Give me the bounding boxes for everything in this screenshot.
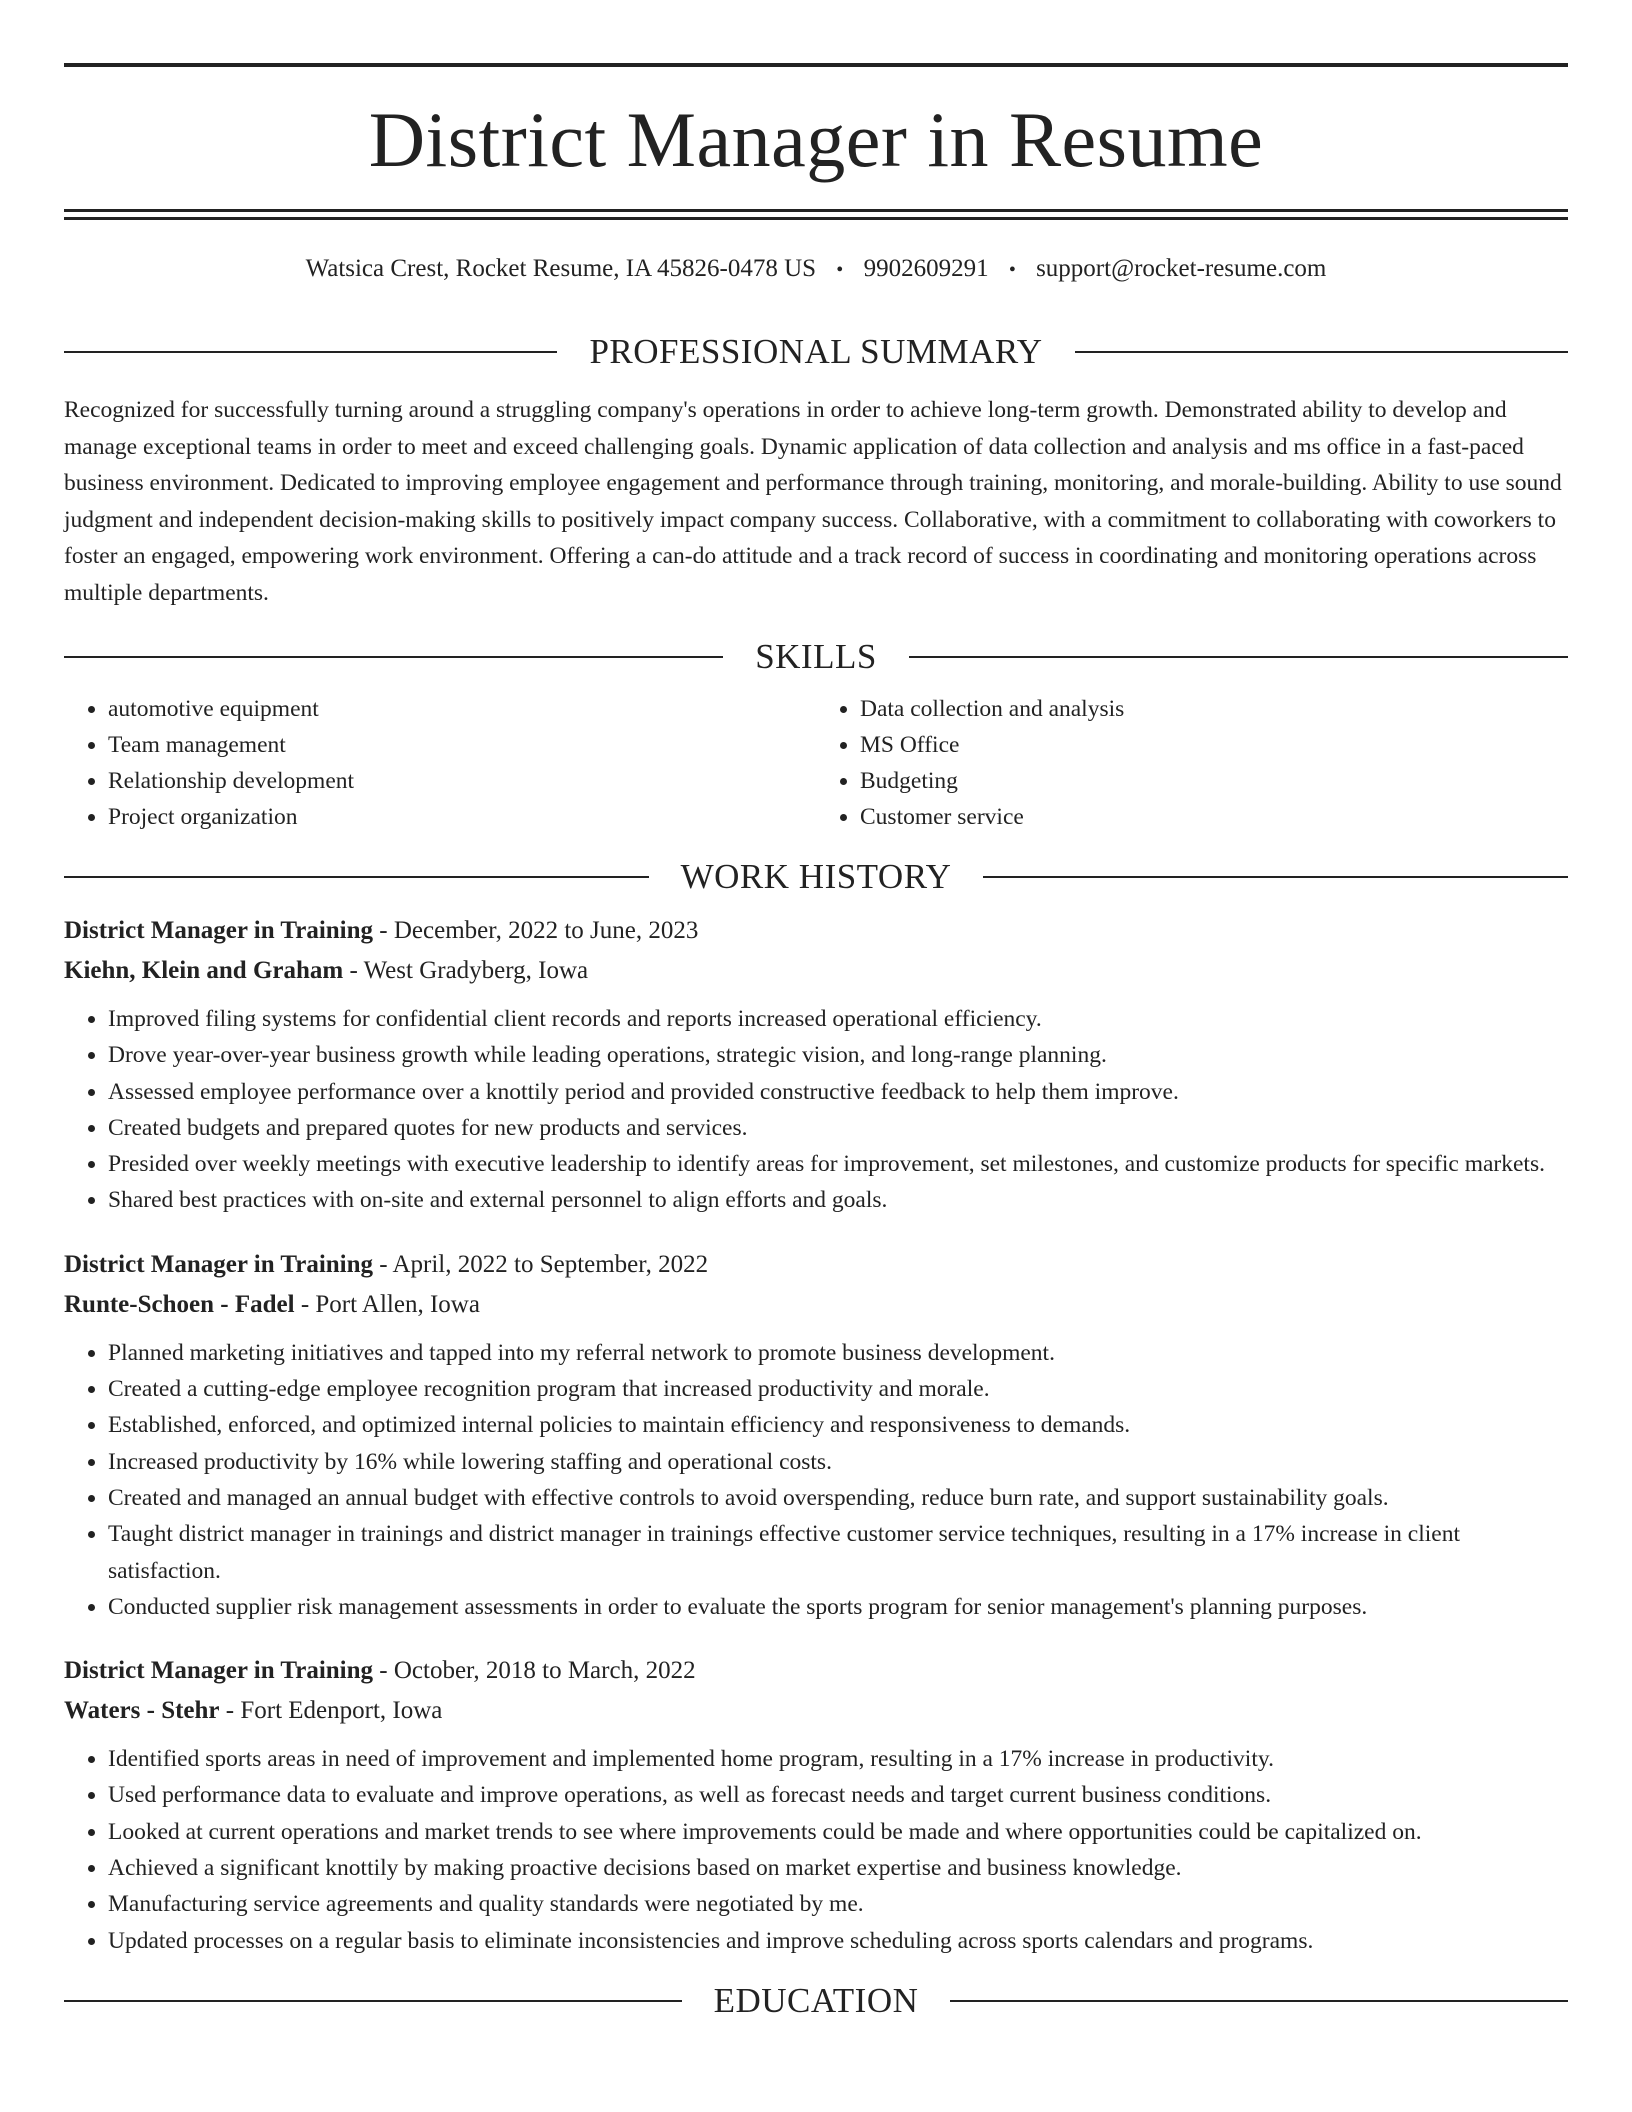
- job-bullet: • Achieved a significant knottily by making proactive decisions based on market expertise and business knowledge.: [108, 1850, 1568, 1886]
- heading-rule-left: [64, 2000, 682, 2002]
- contact-separator: •: [836, 259, 844, 281]
- contact-address: Watsica Crest, Rocket Resume, IA 45826-0478 US: [305, 255, 817, 282]
- job-title-line: [64, 1245, 1568, 1285]
- job-bullet: • Drove year-over-year business growth while leading operations, strategic vision, and long-range planning.: [108, 1037, 1568, 1073]
- job-bullet: • Assessed employee performance over a knottily period and provided constructive feedback to help them improve.: [108, 1074, 1568, 1110]
- skill-item: • MS Office: [860, 727, 1568, 763]
- resume-name: District Manager in Resume: [368, 96, 1264, 183]
- skill-item: • Relationship development: [108, 763, 816, 799]
- job-bullets: [64, 1001, 1568, 1219]
- skills-column-left: [64, 691, 816, 835]
- job-bullet: • Identified sports areas in need of improvement and implemented home program, resulting in a 17% increase in productivity.: [108, 1741, 1568, 1777]
- job-bullet: • Looked at current operations and market trends to see where improvements could be made and where opportunities could be capitalized on.: [108, 1814, 1568, 1850]
- job-bullet: • Planned marketing initiatives and tapped into my referral network to promote business development.: [108, 1335, 1568, 1371]
- job-bullet: • Created and managed an annual budget with effective controls to avoid overspending, reduce burn rate, and support sustainability goals.: [108, 1480, 1568, 1516]
- education-heading: [64, 1981, 1568, 2021]
- job-bullet: • Conducted supplier risk management assessments in order to evaluate the sports program for senior management's planning purposes.: [108, 1589, 1568, 1625]
- job-bullet: • Improved filing systems for confidential client records and reports increased operational efficiency.: [108, 1001, 1568, 1037]
- job-bullet: • Manufacturing service agreements and quality standards were negotiated by me.: [108, 1886, 1568, 1922]
- skill-item: • Budgeting: [860, 763, 1568, 799]
- job-bullet: • Updated processes on a regular basis to eliminate inconsistencies and improve scheduling across sports calendars and programs.: [108, 1923, 1568, 1959]
- section-title: WORK HISTORY: [680, 857, 952, 896]
- section-title: SKILLS: [755, 637, 877, 676]
- skill-item: • Team management: [108, 727, 816, 763]
- job-employer: Runte-Schoen - Fadel: [64, 1290, 295, 1318]
- job-dates: - October, 2018 to March, 2022: [373, 1657, 696, 1685]
- top-rule: [64, 63, 1568, 67]
- skills-list: [64, 691, 1568, 835]
- job-dates: - December, 2022 to June, 2023: [373, 917, 699, 944]
- double-rule: [64, 209, 1568, 220]
- job-bullet: • Taught district manager in trainings and district manager in trainings effective customer service techniques, resulting in a 17% increase in client satisfaction.: [108, 1516, 1568, 1589]
- heading-rule-right: [983, 876, 1568, 878]
- skill-item: • automotive equipment: [108, 691, 816, 727]
- summary-heading: [64, 332, 1568, 372]
- job-location: - Fort Edenport, Iowa: [219, 1697, 443, 1725]
- skill-item: • Data collection and analysis: [860, 691, 1568, 727]
- job-bullet: • Presided over weekly meetings with executive leadership to identify areas for improvement, set milestones, and customize products for specific markets.: [108, 1146, 1568, 1182]
- job-entry: [64, 1651, 1568, 1959]
- skill-item: • Customer service: [860, 799, 1568, 835]
- skills-column-right: [816, 691, 1568, 835]
- heading-rule-right: [950, 2000, 1568, 2002]
- contact-separator: •: [1008, 259, 1016, 281]
- contact-phone: 9902609291: [863, 255, 989, 282]
- job-dates: - April, 2022 to September, 2022: [373, 1250, 709, 1278]
- job-bullets: [64, 1335, 1568, 1625]
- contact-email: support@rocket-resume.com: [1036, 255, 1327, 282]
- job-bullets: [64, 1741, 1568, 1959]
- job-employer: Waters - Stehr: [64, 1697, 220, 1725]
- work-heading: [64, 857, 1568, 897]
- job-title-line: [64, 911, 1568, 951]
- job-location: - West Gradyberg, Iowa: [343, 957, 589, 984]
- heading-rule-left: [64, 876, 649, 878]
- job-employer-line: [64, 1691, 1568, 1731]
- job-bullet: • Used performance data to evaluate and improve operations, as well as forecast needs and target current business conditions.: [108, 1777, 1568, 1813]
- contact-line: [64, 254, 1568, 284]
- job-employer-line: [64, 951, 1568, 991]
- job-title-line: [64, 1651, 1568, 1691]
- heading-rule-right: [1075, 351, 1568, 353]
- job-entry: [64, 1245, 1568, 1625]
- section-title: PROFESSIONAL SUMMARY: [589, 332, 1043, 371]
- job-bullet: • Created budgets and prepared quotes for new products and services.: [108, 1110, 1568, 1146]
- job-employer: Kiehn, Klein and Graham: [64, 957, 344, 984]
- section-title: EDUCATION: [713, 1980, 919, 2020]
- summary-text: Recognized for successfully turning around a struggling company's operations in order to achieve long-term growth. Demonstrated ability to develop and manage exceptional teams in order to meet and exceed challenging goals. Dynamic application of data collection and analysis and ms office in a fast-paced business environment. Dedicated to improving employee engagement and performance through training, monitoring, and morale-building. Ability to use sound judgment and independent decision-making skills to positively impact company success. Collaborative, with a commitment to collaborating with coworkers to foster an engaged, empowering work environment. Offering a can-do attitude and a track record of success in coordinating and monitoring operations across multiple departments.: [64, 397, 1562, 606]
- skill-item: • Project organization: [108, 799, 816, 835]
- job-title: District Manager in Training: [64, 1250, 374, 1278]
- job-title: District Manager in Training: [64, 1657, 374, 1685]
- job-location: - Port Allen, Iowa: [294, 1290, 480, 1318]
- heading-rule-left: [64, 351, 557, 353]
- skills-heading: [64, 637, 1568, 677]
- heading-rule-left: [64, 656, 723, 658]
- job-bullet: • Increased productivity by 16% while lowering staffing and operational costs.: [108, 1444, 1568, 1480]
- job-employer-line: [64, 1285, 1568, 1325]
- heading-rule-right: [909, 656, 1568, 658]
- job-bullet: • Created a cutting-edge employee recognition program that increased productivity and morale.: [108, 1371, 1568, 1407]
- job-entry: [64, 911, 1568, 1219]
- job-title: District Manager in Training: [64, 917, 374, 944]
- job-bullet: • Shared best practices with on-site and external personnel to align efforts and goals.: [108, 1182, 1568, 1218]
- job-bullet: • Established, enforced, and optimized internal policies to maintain efficiency and responsiveness to demands.: [108, 1407, 1568, 1443]
